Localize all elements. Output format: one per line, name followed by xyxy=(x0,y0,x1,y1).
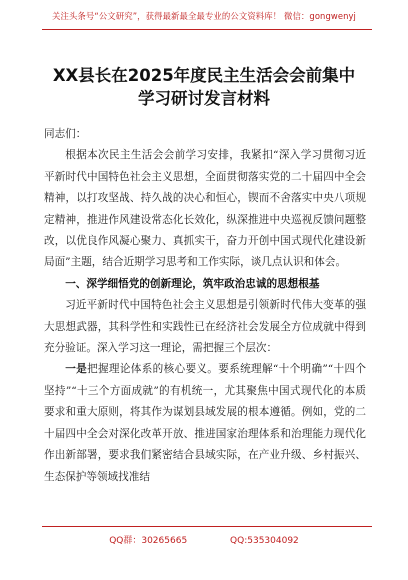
paragraph-intro: 根据本次民主生活会会前学习安排，我紧扣“深入学习贯彻习近平新时代中国特色社会主义思想，全面贯彻落实党的二十届四中全会精神，以打攻坚战、持久战的决心和恒心，锲而不舍落实中央八项规定精神，推进作风建设常态化长效化，纵深推进中央巡视反馈问题整改，以优良作风凝心聚力、真抓实干，奋力开创中国式现代化建设新局面”主题，结合近期学习思考和工作实际，谈几点认识和体会。 xyxy=(44,149,366,269)
footer-qq-group: QQ群：30265665 xyxy=(109,536,188,546)
document-body xyxy=(44,124,366,488)
paragraph-theory: 习近平新时代中国特色社会主义思想是引领新时代伟大变革的强大思想武器，其科学性和实践性已在经济社会发展全方位成就中得到充分验证。深入学习这一理论，需把握三个层次： xyxy=(44,299,366,355)
section-heading-1: 一、深学细悟党的创新理论，筑牢政治忠诚的思想根基 xyxy=(65,277,320,290)
point-text: 把握理论体系的核心要义。要系统理解“十个明确”“十四个坚持”“十三个方面成就”的有机统一，尤其聚焦中国式现代化的本质要求和重大原则，将其作为谋划县域发展的根本遵循。例如，党的二十届四中全会对深化改革开放、推进国家治理体系和治理能力现代化作出新部署，要求我们紧密结合县域实际，在产业升级、乡村振兴、生态保护等领域找准结 xyxy=(44,363,367,483)
header-divider xyxy=(42,29,372,30)
title-line-2: 学习研讨发言材料 xyxy=(138,89,270,108)
paragraph-point-one xyxy=(44,359,366,487)
salutation: 同志们： xyxy=(44,128,87,140)
header-promo-text: 关注头条号“公文研究”，获得最新最全最专业的公文资料库！ 微信：gongwenyj xyxy=(52,11,356,21)
document-title xyxy=(34,64,374,110)
point-lead: 一是 xyxy=(65,363,88,376)
footer-qq: QQ:535304092 xyxy=(230,536,299,546)
title-line-1: XX县长在2025年度民主生活会会前集中 xyxy=(52,66,356,85)
footer-divider xyxy=(42,526,372,527)
footer-contact xyxy=(0,533,408,546)
